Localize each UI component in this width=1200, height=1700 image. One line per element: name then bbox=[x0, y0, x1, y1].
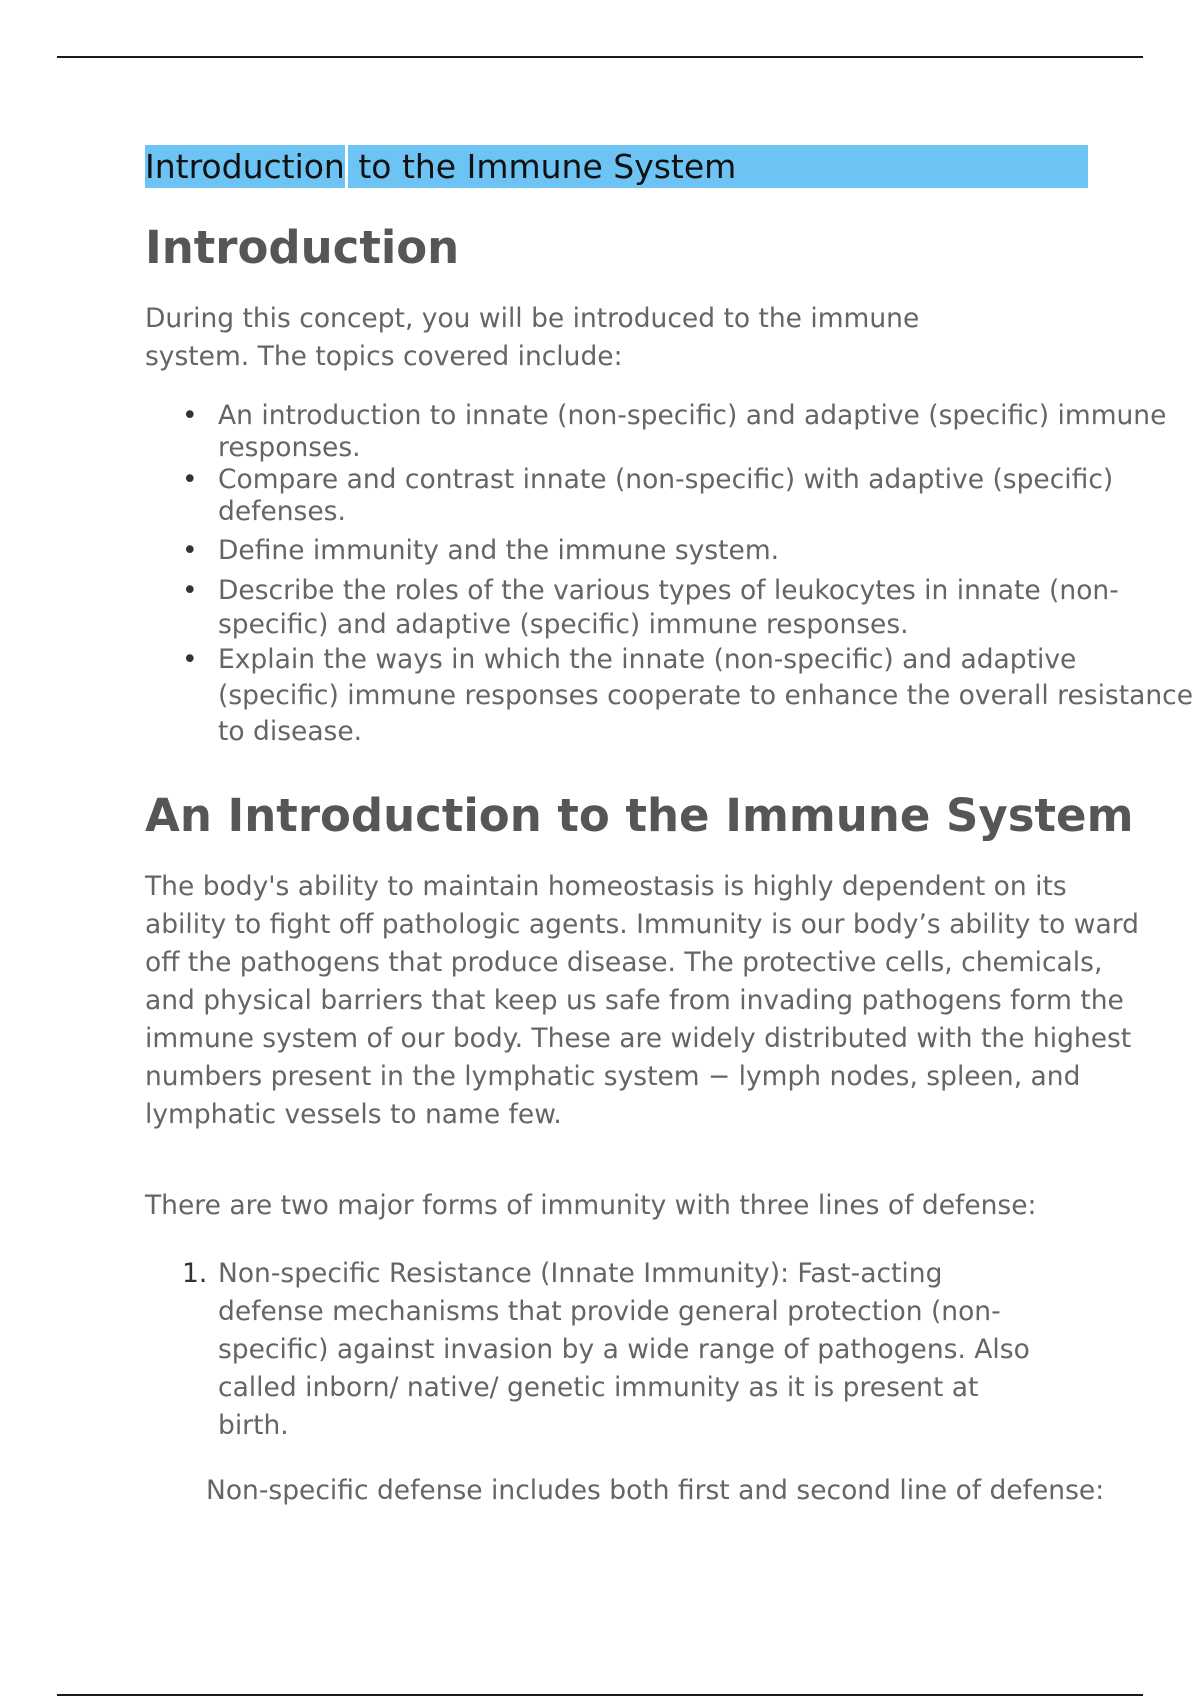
topics-list bbox=[145, 400, 1195, 750]
list-item bbox=[145, 1255, 1045, 1445]
title-selection-part-2: to the Immune System bbox=[347, 147, 737, 186]
list-item: • An introduction to innate (non-specific) and adaptive (specific) immune responses. bbox=[145, 400, 1195, 464]
nonspecific-defense-note: Non-specific defense includes both first and second line of defense: bbox=[206, 1475, 1105, 1506]
list-item: • Explain the ways in which the innate (non-specific) and adaptive (specific) immune responses cooperate to enhance the overall resistance to disease. bbox=[145, 642, 1195, 750]
intro-heading: Introduction bbox=[145, 221, 460, 274]
document-title[interactable] bbox=[145, 145, 1088, 188]
list-item: • Compare and contrast innate (non-specific) with adaptive (specific) defenses. bbox=[145, 464, 1195, 528]
forms-of-immunity-list bbox=[145, 1255, 1045, 1445]
list-item bbox=[145, 574, 1195, 642]
list-item: • Define immunity and the immune system. bbox=[145, 535, 1195, 567]
forms-of-immunity-intro: There are two major forms of immunity with three lines of defense: bbox=[145, 1190, 1037, 1221]
list-item-line-2: specific) and adaptive (specific) immune responses. bbox=[218, 609, 909, 640]
list-item-text: Non-specific Resistance (Innate Immunity): Fast-acting defense mechanisms that provide general protection (non-specific) against invasion by a wide range of pathogens. Also called inborn/ native/ genetic immunity as it is present at birth. bbox=[218, 1258, 1030, 1441]
intro-paragraph: During this concept, you will be introduced to the immune system. The topics covered include: bbox=[145, 303, 920, 372]
footer-rule bbox=[57, 1694, 1143, 1696]
immune-system-paragraph: The body's ability to maintain homeostasis is highly dependent on its ability to fight off pathologic agents. Immunity is our body’s ability to ward off the pathogens that produce disease. The protective cells, chemicals, and physical barriers that keep us safe from invading pathogens form the immune system of our body. These are widely distributed with the highest numbers present in the lymphatic system − lymph nodes, spleen, and lymphatic vessels to name few. bbox=[145, 871, 1139, 1130]
immune-system-heading: An Introduction to the Immune System bbox=[145, 789, 1134, 842]
list-item-line-1: Describe the roles of the various types of leukocytes in innate (non- bbox=[218, 575, 1119, 606]
header-rule bbox=[57, 56, 1143, 58]
list-number: 1. bbox=[182, 1258, 208, 1289]
title-selection-part-1: Introduction bbox=[145, 147, 345, 186]
